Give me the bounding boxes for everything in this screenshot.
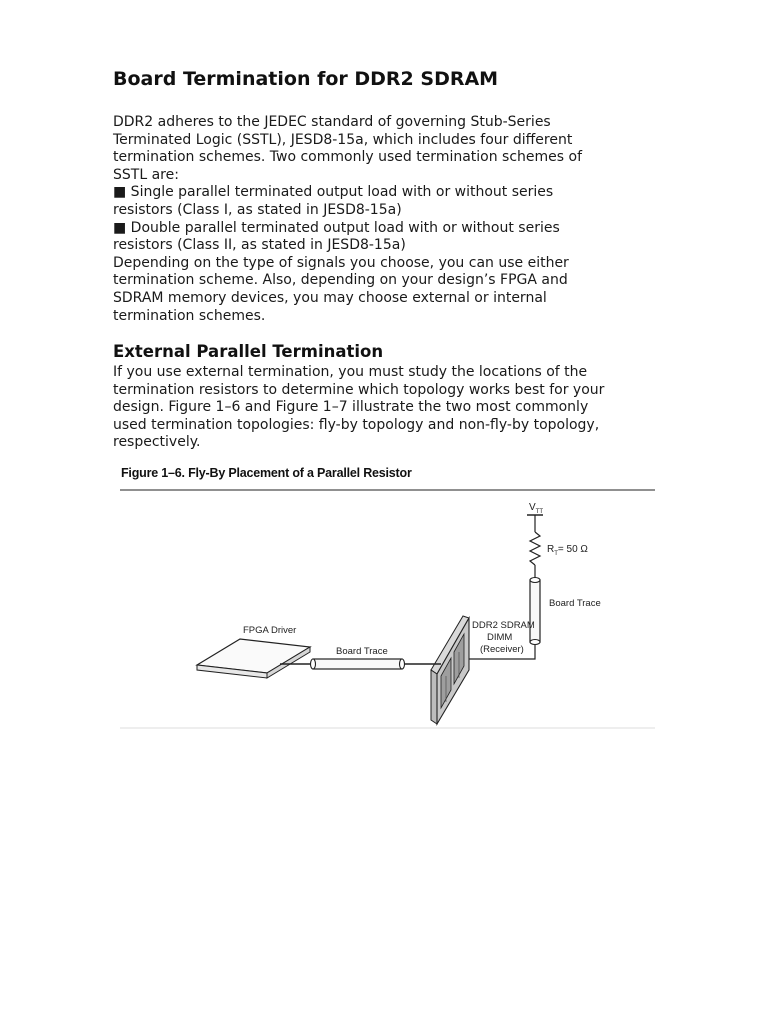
intro-line: termination scheme. Also, depending on your design’s FPGA and <box>113 272 568 289</box>
intro-line: SSTL are: <box>113 166 179 183</box>
horizontal-trace-right <box>400 659 405 669</box>
section-paragraph <box>113 364 604 452</box>
fpga-driver-label: FPGA Driver <box>243 625 297 636</box>
intro-line: Depending on the type of signals you choose, you can use either <box>113 254 569 271</box>
intro-line: resistors (Class II, as stated in JESD8-15a) <box>113 237 406 254</box>
vertical-trace-body <box>530 580 540 642</box>
intro-line: termination schemes. <box>113 307 266 324</box>
intro-line: resistors (Class I, as stated in JESD8-15a) <box>113 201 402 218</box>
figure-caption: Figure 1–6. Fly-By Placement of a Parallel Resistor <box>121 466 412 480</box>
section-line: used termination topologies: fly-by topology and non-fly-by topology, <box>113 416 600 433</box>
horizontal-trace-left <box>311 659 316 669</box>
figure-fly-by <box>115 462 660 734</box>
vertical-trace-bottom <box>530 640 540 645</box>
intro-line: DDR2 adheres to the JEDEC standard of governing Stub-Series <box>113 114 551 130</box>
dimm-label-line1: DDR2 SDRAM <box>472 620 535 631</box>
vertical-trace-top <box>530 578 540 583</box>
board-trace-horizontal-label: Board Trace <box>336 646 388 657</box>
fly-by-diagram <box>115 462 660 734</box>
bullet-item: ■ Double parallel terminated output load with or without series <box>113 219 560 236</box>
dimm-label-line2: DIMM <box>487 632 513 643</box>
dimm-module <box>431 616 469 724</box>
fpga-driver-block <box>197 639 310 678</box>
intro-line: termination schemes. Two commonly used termination schemes of <box>113 149 583 166</box>
rt-label: $R_T= 50$ Ω <box>547 544 588 557</box>
intro-paragraph <box>113 114 582 325</box>
section-line: respectively. <box>113 434 201 451</box>
dimm-side-edge <box>431 670 437 724</box>
section-line: If you use external termination, you must study the locations of the <box>113 364 588 380</box>
section-line: design. Figure 1–6 and Figure 1–7 illustrate the two most commonly <box>113 399 589 416</box>
bullet-item: ■ Single parallel terminated output load with or without series <box>113 184 554 201</box>
section-heading: External Parallel Termination <box>113 342 384 361</box>
page-title: Board Termination for DDR2 SDRAM <box>113 68 499 90</box>
vtt-label: $V_{TT}$ <box>529 502 544 515</box>
board-trace-vertical-label: Board Trace <box>549 598 601 609</box>
resistor-icon <box>530 532 540 565</box>
section-line: termination resistors to determine which topology works best for your <box>113 381 605 398</box>
horizontal-trace-body <box>313 659 402 669</box>
dimm-label-line3: (Receiver) <box>480 644 524 655</box>
intro-line: SDRAM memory devices, you may choose external or internal <box>113 289 547 306</box>
intro-line: Terminated Logic (SSTL), JESD8-15a, which includes four different <box>113 131 573 148</box>
